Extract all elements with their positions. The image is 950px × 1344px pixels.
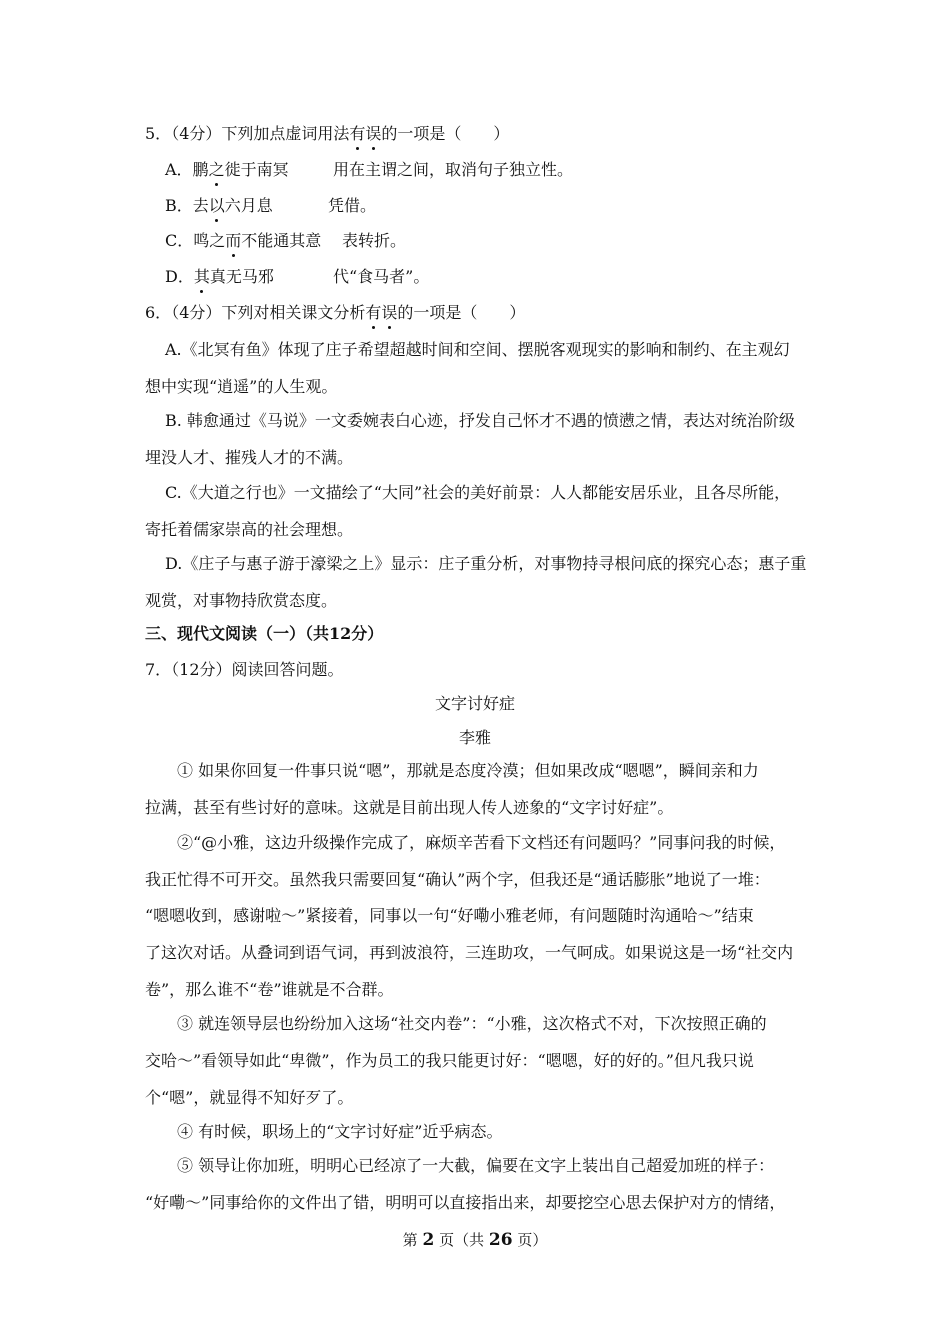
- q6-option-a-line2: 想中实现“逍遥”的人生观。: [145, 377, 338, 396]
- q5-option-b-note: 凭借。: [328, 196, 377, 215]
- paragraph-2-line1: ②“@小雅，这边升级操作完成了，麻烦辛苦看下文档还有问题吗？”同事问我的时候，: [177, 833, 786, 852]
- q6-option-d-line1: D.《庄子与惠子游于濠梁之上》显示：庄子重分析，对事物持寻根问底的探究心态；惠子重: [165, 554, 807, 573]
- paragraph-1-line2: 拉满，甚至有些讨好的意味。这就是目前出现人传人迹象的“文字讨好症”。: [145, 798, 674, 817]
- q5-option-c: C．鸣之而不能通其意: [165, 231, 322, 250]
- paragraph-2-line5: 卷”，那么谁不“卷”谁就是不合群。: [145, 980, 394, 999]
- paragraph-2-line2: 我正忙得不可开交。虽然我只需要回复“确认”两个字，但我还是“通话膨胀”地说了一堆：: [145, 870, 770, 889]
- emphasis-dot-char: 有: [349, 124, 366, 143]
- q6-stem: 6．（4分）下列对相关课文分析有误的一项是（ ）: [145, 303, 526, 322]
- paragraph-2-line4: 了这次对话。从叠词到语气词，再到波浪符，三连助攻，一气呵成。如果说这是一场“社交内: [145, 943, 794, 962]
- paragraph-5-line1: ⑤ 领导让你加班，明明心已经凉了一大截，偏要在文字上装出自己超爱加班的样子：: [177, 1156, 775, 1175]
- emphasis-dot-char: 而: [225, 231, 242, 250]
- paragraph-3-line1: ③ 就连领导层也纷纷加入这场“社交内卷”：“小雅，这次格式不对，下次按照正确的: [177, 1014, 767, 1033]
- paragraph-4-line1: ④ 有时候，职场上的“文字讨好症”近乎病态。: [177, 1122, 503, 1141]
- q5-option-a-note: 用在主谓之间，取消句子独立性。: [333, 160, 574, 179]
- article-title: 文字讨好症: [434, 694, 515, 713]
- q6-option-c-line1: C.《大道之行也》一文描绘了“大同”社会的美好前景：人人都能安居乐业，且各尽所能，: [165, 483, 791, 502]
- emphasis-dot-char: 误: [381, 303, 398, 322]
- page-footer: 第 2 页（共 26 页）: [402, 1230, 548, 1250]
- paragraph-1-line1: ① 如果你回复一件事只说“嗯”，那就是态度冷漠；但如果改成“嗯嗯”，瞬间亲和力: [177, 761, 759, 780]
- section-heading: 三、现代文阅读（一）（共12分）: [145, 624, 384, 643]
- paragraph-2-line3: “嗯嗯收到，感谢啦～”紧接着，同事以一句“好嘞小雅老师，有问题随时沟通哈～”结束: [145, 906, 754, 925]
- emphasis-dot-char: 其: [193, 267, 210, 286]
- paragraph-3-line2: 交哈～”看领导如此“卑微”，作为员工的我只能更讨好：“嗯嗯，好的好的。”但凡我只说: [145, 1051, 754, 1070]
- q6-option-c-line2: 寄托着儒家崇高的社会理想。: [145, 520, 354, 539]
- q5-stem: 5．（4分）下列加点虚词用法有误的一项是（ ）: [145, 124, 510, 143]
- q7-stem: 7．（12分）阅读回答问题。: [145, 660, 344, 679]
- current-page-number: 2: [422, 1230, 435, 1250]
- q5-option-a: A．鹏之徙于南冥: [165, 160, 289, 179]
- q5-option-d-note: 代“食马者”。: [333, 267, 430, 286]
- q5-option-d: D．其真无马邪: [165, 267, 274, 286]
- emphasis-dot-char: 以: [208, 196, 225, 215]
- q5-option-b: B．去以六月息: [165, 196, 273, 215]
- q6-option-d-line2: 观赏，对事物持欣赏态度。: [145, 591, 338, 610]
- emphasis-dot-char: 有: [365, 303, 382, 322]
- q5-option-c-note: 表转折。: [342, 231, 407, 250]
- paragraph-3-line3: 个“嗯”，就显得不知好歹了。: [145, 1088, 354, 1107]
- q6-option-b-line2: 埋没人才、摧残人才的不满。: [145, 448, 354, 467]
- article-author: 李雅: [458, 728, 491, 747]
- paragraph-5-line2: “好嘞～”同事给你的文件出了错，明明可以直接指出来，却要挖空心思去保护对方的情绪，: [145, 1193, 786, 1212]
- emphasis-dot-char: 之: [208, 160, 225, 179]
- q6-option-b-line1: B. 韩愈通过《马说》一文委婉表白心迹，抒发自己怀才不遇的愤懑之情，表达对统治阶级: [165, 411, 795, 430]
- emphasis-dot-char: 误: [365, 124, 382, 143]
- q6-option-a-line1: A.《北冥有鱼》体现了庄子希望超越时间和空间、摆脱客观现实的影响和制约、在主观幻: [165, 340, 790, 359]
- total-pages-number: 26: [488, 1230, 513, 1250]
